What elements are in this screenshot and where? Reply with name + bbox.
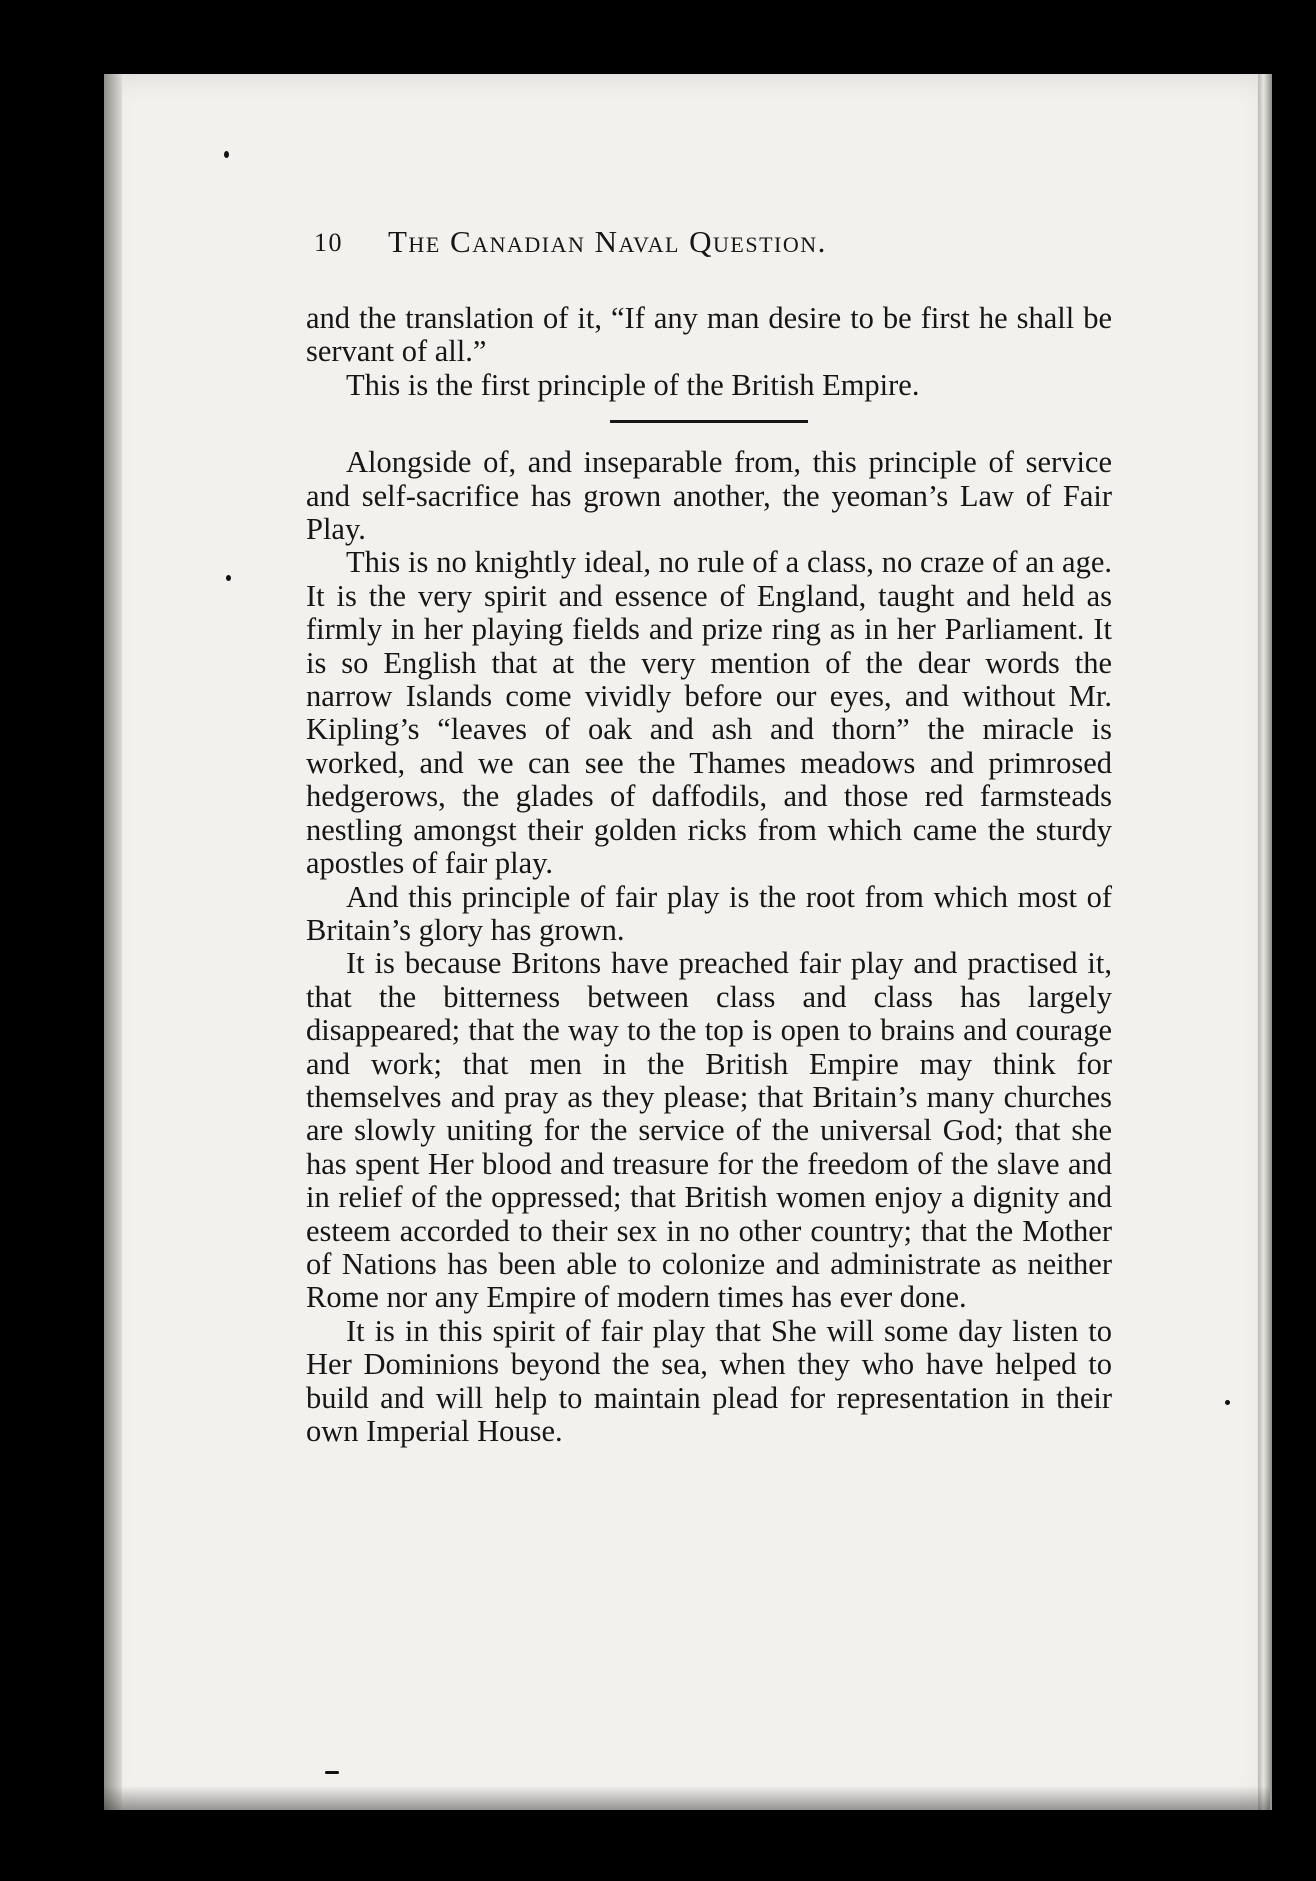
page-gutter	[104, 74, 122, 1810]
paragraph: This is the first principle of the British Empire.	[346, 367, 920, 402]
page-edge	[1258, 74, 1272, 1810]
speck-mark	[325, 1771, 339, 1774]
page-bottom-shadow	[104, 1786, 1270, 1810]
speck-mark	[1225, 1400, 1230, 1405]
page-content	[306, 214, 1112, 1448]
speck-mark	[226, 575, 231, 581]
paragraph: And this principle of fair play is the root from which most of Britain’s glory has grown.	[306, 879, 1112, 947]
paragraph: Alongside of, and inseparable from, this principle of service and self-sacrifice has grown another, the yeoman’s Law of Fair Play.	[306, 445, 1112, 547]
paragraph: It is in this spirit of fair play that She will some day listen to Her Dominions beyond the sea, when they who have helped to build and will help to maintain plead for representation in their own Imperial House.	[306, 1313, 1112, 1448]
paragraph: This is no knightly ideal, no rule of a class, no craze of an age. It is the very spirit and essence of England, taught and held as firmly in her playing fields and prize ring as in her Parliament. It is so English that at the very mention of the dear words the narrow Islands come vividly before our eyes, and without Mr. Kipling’s “leaves of oak and ash and thorn” the miracle is worked, and we can see the Thames meadows and primrosed hedgerows, the glades of daffodils, and those red farmsteads nestling amongst their golden ricks from which came the sturdy apostles of fair play.	[306, 545, 1112, 881]
page-number: 10	[314, 228, 343, 257]
running-head	[306, 214, 1112, 260]
running-title: The Canadian Naval Question.	[388, 224, 827, 259]
section-rule	[610, 420, 808, 423]
paragraph: It is because Britons have preached fair play and practised it, that the bitterness between class and class has largely disappeared; that the way to the top is open to brains and courage and work; that men in the British Empire may think for themselves and pray as they please; that Britain’s many churches are slowly uniting for the service of the universal God; that she has spent Her blood and treasure for the freedom of the slave and in relief of the oppressed; that British women enjoy a dignity and esteem accorded to their sex in no other country; that the Mother of Nations has been able to colonize and administrate as neither Rome nor any Empire of modern times has ever done.	[306, 946, 1112, 1315]
speck-mark	[224, 151, 229, 158]
body-text	[306, 302, 1112, 1448]
paragraph: and the translation of it, “If any man desire to be first he shall be servant of all.”	[306, 301, 1112, 369]
